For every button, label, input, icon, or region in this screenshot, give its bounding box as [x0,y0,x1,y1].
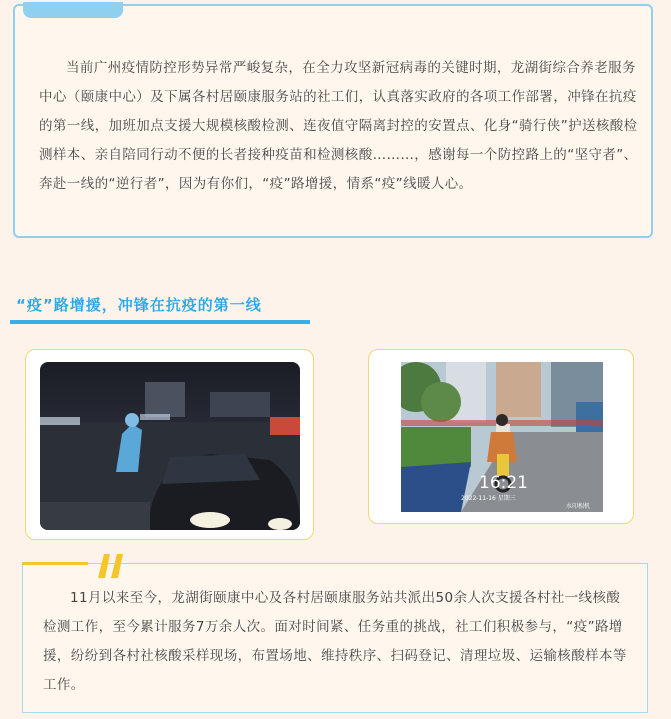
intro-paragraph: 当前广州疫情防控形势异常严峻复杂，在全力攻坚新冠病毒的关键时期，龙湖街综合养老服务中心（颐康中心）及下属各村居颐康服务站的社工们，认真落实政府的各项工作部署，冲锋在抗疫的第一线，加班加点支援大规模核酸检测、连夜值守隔离封控的安置点、化身“骑行侠”护送核酸检测样本、亲自陪同行动不便的长者接种疫苗和检测核酸………，感谢每一个防控路上的“坚守者”、奔赴一线的“逆行者”，因为有你们，“疫”路增援，情系“疫”线暖人心。 [39,60,638,192]
intro-card [13,4,653,238]
rider-photo [401,362,603,512]
quote-icon [96,552,126,580]
section-heading [10,290,310,324]
photo-frame-rider [368,349,634,524]
rider-photo-time: 16:21 [479,473,528,493]
section-underline [10,320,310,324]
detail-card [22,563,648,713]
intro-card-tab [23,2,123,18]
detail-card-accent [22,562,88,565]
detail-paragraph: 11月以来至今，龙湖街颐康中心及各村居颐康服务站共派出50余人次支援各村社一线核酸检测工作，至今累计服务7万余人次。面对时间紧、任务重的挑战，社工们积极参与，“疫”路增援，纷纷到各村社核酸采样现场，布置场地、维持秩序、扫码登记、清理垃圾、运输核酸样本等工作。 [43,590,627,693]
night-testing-photo [40,362,300,530]
section-title: “疫”路增援，冲锋在抗疫的第一线 [16,296,262,314]
photo-frame-night-testing [25,349,314,540]
rider-photo-date: 2022-11-16 星期三 [461,495,516,502]
rider-photo-watermark: 水印相机 [566,503,591,510]
